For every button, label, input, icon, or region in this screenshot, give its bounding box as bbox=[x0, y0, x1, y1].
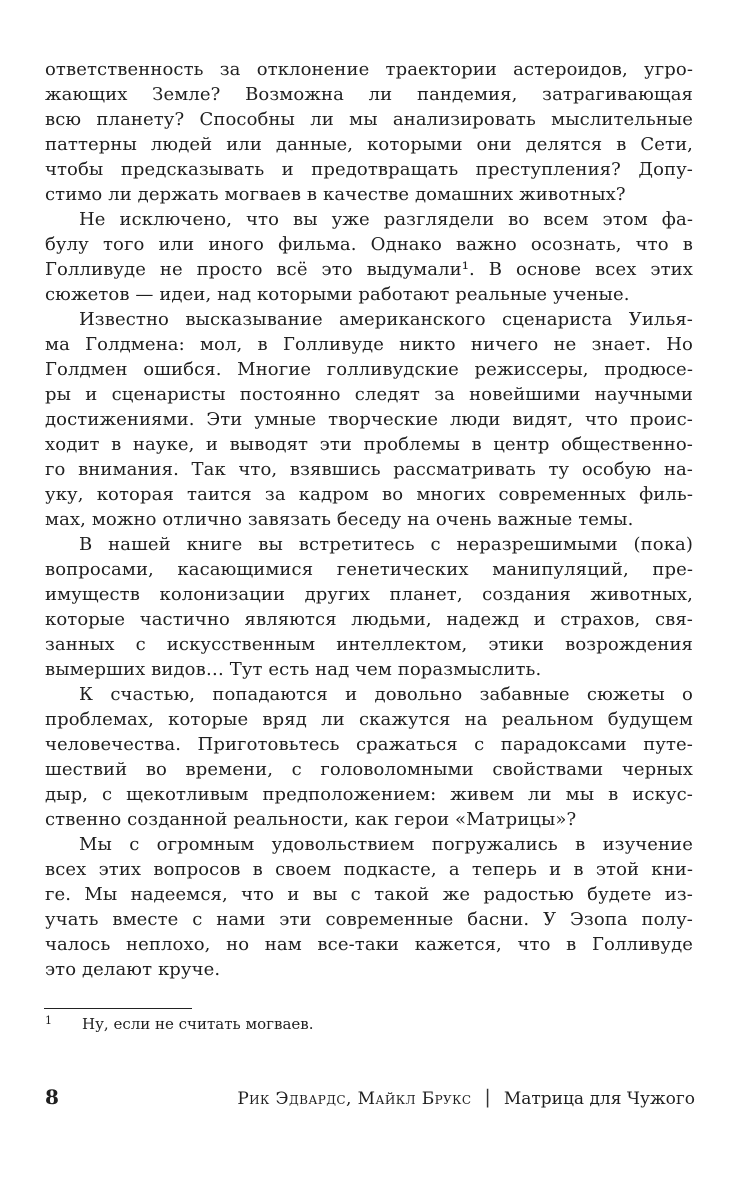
text-line: шествий во времени, с головоломными свойствами черных bbox=[45, 759, 693, 780]
page-text bbox=[45, 57, 693, 982]
running-title bbox=[237, 1085, 695, 1112]
text-line: ры и сценаристы постоянно следят за новейшими научными bbox=[45, 384, 693, 405]
paragraph bbox=[45, 832, 693, 982]
text-line: чтобы предсказывать и предотвращать преступления? Допу- bbox=[45, 159, 693, 180]
text-line: Не исключено, что вы уже разглядели во всем этом фа- bbox=[79, 209, 693, 230]
text-line: вопросами, касающимися генетических манипуляций, пре- bbox=[45, 559, 693, 580]
text-line: вымерших видов… Тут есть над чем поразмыслить. bbox=[45, 659, 542, 680]
text-line: го внимания. Так что, взявшись рассматривать ту особую на- bbox=[45, 459, 693, 480]
footer-book-title: Матрица для Чужого bbox=[503, 1089, 695, 1109]
paragraph bbox=[45, 57, 693, 207]
text-line: ходит в науке, и выводят эти проблемы в центр общественно- bbox=[45, 434, 693, 455]
page-number: 8 bbox=[45, 1085, 59, 1109]
text-line: всю планету? Способны ли мы анализировать мыслительные bbox=[45, 109, 693, 130]
text-line: Голдмен ошибся. Многие голливудские режиссеры, продюсе- bbox=[45, 359, 693, 380]
text-line: К счастью, попадаются и довольно забавные сюжеты о bbox=[79, 684, 693, 705]
text-line: жающих Земле? Возможна ли пандемия, затрагивающая bbox=[45, 84, 693, 105]
text-line: ма Голдмена: мол, в Голливуде никто ничего не знает. Но bbox=[45, 334, 693, 355]
footnote bbox=[45, 1013, 693, 1037]
text-line: которые частично являются людьми, надежд и страхов, свя- bbox=[45, 609, 693, 630]
text-line: занных с искусственным интеллектом, этики возрождения bbox=[45, 634, 693, 655]
text-line: проблемах, которые вряд ли скажутся на реальном будущем bbox=[45, 709, 693, 730]
text-line: Мы с огромным удовольствием погружались в изучение bbox=[79, 834, 693, 855]
text-line: уку, которая таится за кадром во многих современных филь- bbox=[45, 484, 693, 505]
text-line: Голливуде не просто всё это выдумали¹. В основе всех этих bbox=[45, 259, 693, 280]
text-line: ге. Мы надеемся, что и вы с такой же радостью будете из- bbox=[45, 884, 693, 905]
paragraph bbox=[45, 307, 693, 532]
footer-separator-bar: | bbox=[484, 1086, 491, 1108]
footnote-text: Ну, если не считать могваев. bbox=[82, 1015, 314, 1033]
text-line: чалось неплохо, но нам все-таки кажется, что в Голливуде bbox=[45, 934, 693, 955]
text-line: человечества. Приготовьтесь сражаться с парадоксами путе- bbox=[45, 734, 693, 755]
footnote-separator bbox=[44, 1008, 192, 1009]
text-line: ответственность за отклонение траектории астероидов, угро- bbox=[45, 59, 693, 80]
text-line: В нашей книге вы встретитесь с неразрешимыми (пока) bbox=[79, 534, 693, 555]
text-line: Известно высказывание американского сценариста Уилья- bbox=[79, 309, 693, 330]
text-line: это делают круче. bbox=[45, 959, 221, 980]
text-line: учать вместе с нами эти современные басни. У Эзопа полу- bbox=[45, 909, 693, 930]
paragraph bbox=[45, 207, 693, 307]
text-line: паттерны людей или данные, которыми они делятся в Сети, bbox=[45, 134, 693, 155]
text-line: мах, можно отлично завязать беседу на очень важные темы. bbox=[45, 509, 634, 530]
footnote-marker: 1 bbox=[45, 1014, 52, 1027]
text-line: сюжетов — идеи, над которыми работают реальные ученые. bbox=[45, 284, 630, 305]
text-line: дыр, с щекотливым предположением: живем ли мы в искус- bbox=[45, 784, 693, 805]
text-line: имуществ колонизации других планет, создания животных, bbox=[45, 584, 693, 605]
text-line: ственно созданной реальности, как герои «Матрицы»? bbox=[45, 809, 577, 830]
footer-authors: Рик Эдвардс, Майкл Брукс bbox=[237, 1089, 472, 1109]
page-footer bbox=[45, 1084, 695, 1112]
paragraph bbox=[45, 682, 693, 832]
text-line: всех этих вопросов в своем подкасте, а теперь и в этой кни- bbox=[45, 859, 693, 880]
text-line: достижениями. Эти умные творческие люди видят, что проис- bbox=[45, 409, 693, 430]
paragraph bbox=[45, 532, 693, 682]
text-line: булу того или иного фильма. Однако важно осознать, что в bbox=[45, 234, 693, 255]
text-line: стимо ли держать могваев в качестве домашних животных? bbox=[45, 184, 626, 205]
